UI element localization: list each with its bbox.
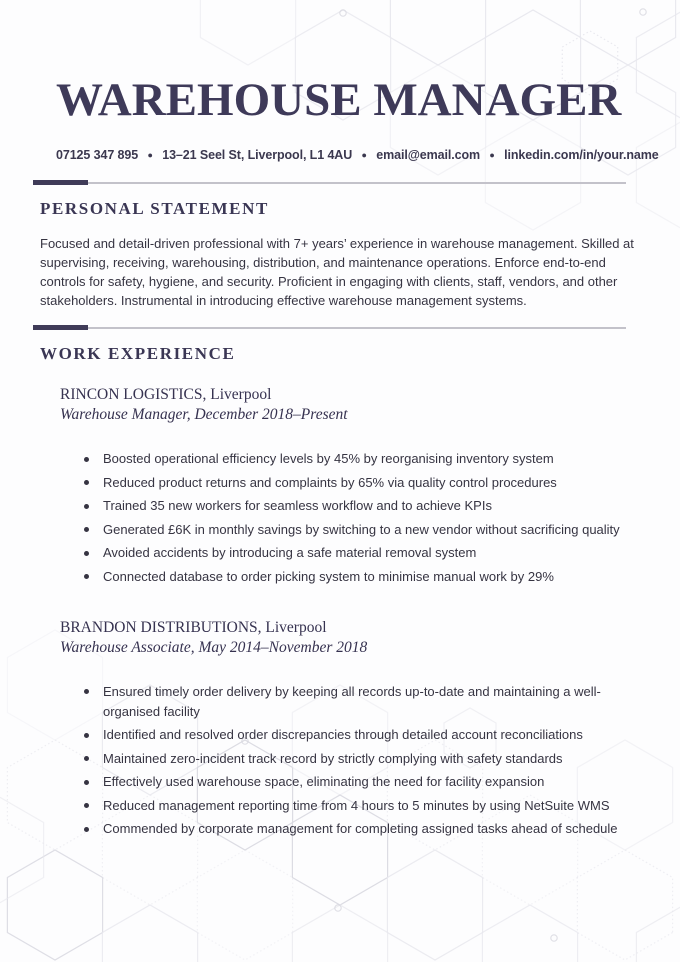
job-role-line: Warehouse Associate, May 2014–November 2018 <box>60 638 368 656</box>
bullet-item: Connected database to order picking system to minimise manual work by 29% <box>60 567 635 587</box>
bullet-item: Generated £6K in monthly savings by switching to a new vendor without sacrificing quality <box>60 520 635 540</box>
contact-linkedin: linkedin.com/in/your.name <box>504 148 659 162</box>
bullet-item: Boosted operational efficiency levels by 45% by reorganising inventory system <box>60 449 635 469</box>
separator-dot-icon: ● <box>361 150 367 160</box>
divider-accent-segment <box>33 180 88 185</box>
section-heading-work-experience: WORK EXPERIENCE <box>40 344 236 363</box>
section-heading-personal-statement: PERSONAL STATEMENT <box>40 199 269 218</box>
job-bullet-list <box>60 682 635 840</box>
divider-accent-segment <box>33 325 88 330</box>
bullet-item: Ensured timely order delivery by keeping all records up-to-date and maintaining a well-organised facility <box>60 682 635 722</box>
job-company-line: BRANDON DISTRIBUTIONS, Liverpool <box>60 618 327 636</box>
job-role-line: Warehouse Manager, December 2018–Present <box>60 406 348 423</box>
contact-email: email@email.com <box>376 148 481 162</box>
bullet-item: Reduced product returns and complaints by 65% via quality control procedures <box>60 473 635 493</box>
section-divider <box>33 180 626 185</box>
contact-phone: 07125 347 895 <box>56 148 139 162</box>
separator-dot-icon: ● <box>147 150 153 160</box>
job-entry <box>60 618 680 840</box>
resume-title: WAREHOUSE MANAGER <box>56 74 622 126</box>
contact-line <box>56 148 680 162</box>
personal-statement-text: Focused and detail-driven professional with 7+ years’ experience in warehouse management. Skilled at supervising, receiving, warehousing, distribution, and maintenance operations. Enforce end-to-end controls for safety, hygiene, and security. Proficient in engaging with clients, staff, vendors, and other stakeholders. Instrumental in introducing effective warehouse management systems. <box>40 236 634 308</box>
bullet-item: Trained 35 new workers for seamless workflow and to achieve KPIs <box>60 496 635 516</box>
bullet-item: Commended by corporate management for completing assigned tasks ahead of schedule <box>60 819 635 839</box>
divider-thin-rule <box>88 327 626 329</box>
section-divider <box>33 325 626 330</box>
bullet-item: Maintained zero-incident track record by strictly complying with safety standards <box>60 749 635 769</box>
job-entry <box>60 385 680 587</box>
separator-dot-icon: ● <box>489 150 495 160</box>
job-company-line: RINCON LOGISTICS, Liverpool <box>60 386 272 403</box>
bullet-item: Identified and resolved order discrepancies through detailed account reconciliations <box>60 725 635 745</box>
contact-address: 13–21 Seel St, Liverpool, L1 4AU <box>162 148 353 162</box>
bullet-item: Reduced management reporting time from 4 hours to 5 minutes by using NetSuite WMS <box>60 796 635 816</box>
bullet-item: Avoided accidents by introducing a safe material removal system <box>60 543 635 563</box>
divider-thin-rule <box>88 182 626 184</box>
bullet-item: Effectively used warehouse space, eliminating the need for facility expansion <box>60 772 635 792</box>
job-bullet-list <box>60 449 635 587</box>
